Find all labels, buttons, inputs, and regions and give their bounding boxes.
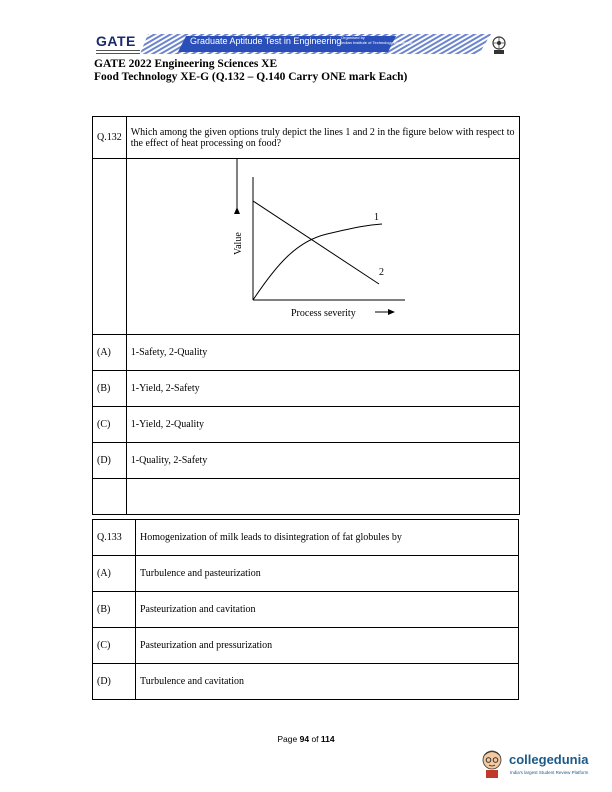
option-text: 1-Quality, 2-Safety (126, 443, 519, 479)
option-text: Pasteurization and cavitation (136, 592, 519, 628)
option-row (93, 371, 520, 407)
option-row (93, 443, 520, 479)
option-text: 1-Yield, 2-Safety (126, 371, 519, 407)
option-key: (A) (93, 335, 127, 371)
blank-row (93, 479, 520, 515)
gate-logo-underline (96, 49, 140, 55)
option-text: 1-Yield, 2-Quality (126, 407, 519, 443)
section-title: Food Technology XE-G (Q.132 – Q.140 Carry ONE mark Each) (94, 71, 408, 83)
question-figure (126, 159, 519, 335)
question-number: Q.133 (93, 520, 136, 556)
line-2-label: 2 (378, 267, 384, 278)
option-text: Turbulence and cavitation (136, 664, 519, 700)
option-row (93, 407, 520, 443)
page-number: Page 94 of 114 (277, 734, 335, 744)
option-row (93, 556, 519, 592)
option-text: 1-Safety, 2-Quality (126, 335, 519, 371)
option-row (93, 592, 519, 628)
x-axis-label: Process severity (290, 308, 356, 319)
banner-organizer: Organised by Indian Institute of Technology Kharagpur (341, 35, 413, 45)
y-arrow-icon (234, 207, 240, 214)
question-text: Which among the given options truly depict the lines 1 and 2 in the figure below with respect to the effect of heat processing on food? (126, 117, 519, 159)
option-text: Turbulence and pasteurization (136, 556, 519, 592)
x-arrow-icon (388, 309, 395, 315)
option-key: (D) (93, 443, 127, 479)
option-key: (C) (93, 407, 127, 443)
option-row (93, 664, 519, 700)
y-axis-label: Value (232, 232, 244, 255)
iit-emblem-icon (488, 34, 510, 56)
option-text: Pasteurization and pressurization (136, 628, 519, 664)
option-key: (A) (93, 556, 136, 592)
line-1-label: 1 (373, 212, 379, 223)
paper-title: GATE 2022 Engineering Sciences XE (94, 58, 278, 70)
question-text: Homogenization of milk leads to disintegration of fat globules by (136, 520, 519, 556)
gate-logo: GATE (96, 33, 136, 49)
heat-processing-graph (127, 159, 519, 331)
option-key: (C) (93, 628, 136, 664)
question-number: Q.132 (93, 117, 127, 159)
line-2-curve (253, 201, 379, 284)
banner-title: Graduate Aptitude Test in Engineering (190, 36, 342, 46)
option-row (93, 628, 519, 664)
option-key: (D) (93, 664, 136, 700)
line-1-curve (253, 224, 382, 300)
collegedunia-tagline: India's largest Student Review Platform (510, 770, 589, 775)
collegedunia-mascot-icon (478, 747, 506, 779)
collegedunia-brand: collegedunia (509, 752, 589, 767)
option-key: (B) (93, 592, 136, 628)
question-133-table (92, 519, 519, 700)
option-row (93, 335, 520, 371)
question-132-table (92, 116, 520, 515)
option-key: (B) (93, 371, 127, 407)
